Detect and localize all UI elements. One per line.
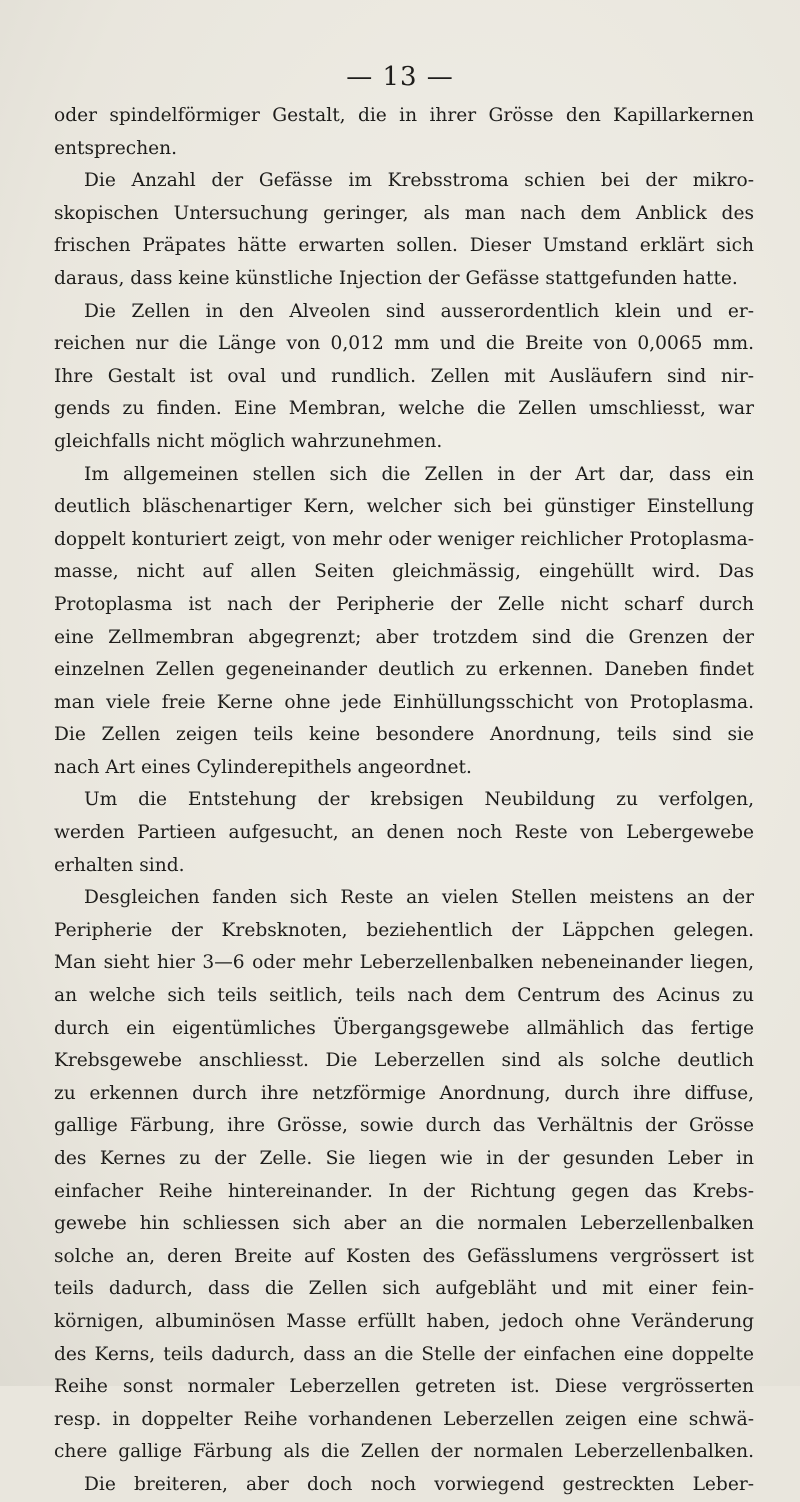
page-number: — 13 — — [346, 62, 454, 92]
text-line: gewebe hin schliessen sich aber an die normalen Leberzellenbalken — [54, 1213, 754, 1235]
text-line: frischen Präpates hätte erwarten sollen. Dieser Umstand erklärt sich — [54, 235, 754, 257]
text-line: entsprechen. — [54, 137, 178, 159]
text-line: Um die Entstehung der krebsigen Neubildung zu verfolgen, — [84, 789, 754, 811]
text-line: zu erkennen durch ihre netzförmige Anordnung, durch ihre diffuse, — [54, 1082, 754, 1104]
text-line: gallige Färbung, ihre Grösse, sowie durch das Verhältnis der Grösse — [54, 1115, 754, 1137]
text-line: deutlich bläschenartiger Kern, welcher sich bei günstiger Einstellung — [54, 496, 754, 518]
text-line: Im allgemeinen stellen sich die Zellen in der Art dar, dass ein — [84, 463, 754, 485]
text-line: Peripherie der Krebsknoten, beziehentlich der Läppchen gelegen. — [54, 919, 754, 941]
text-line: des Kerns, teils dadurch, dass an die Stelle der einfachen eine doppelte — [54, 1343, 754, 1365]
text-line: Ihre Gestalt ist oval und rundlich. Zellen mit Ausläufern sind nir- — [54, 365, 754, 387]
text-line: reichen nur die Länge von 0,012 mm und die Breite von 0,0065 mm. — [54, 333, 754, 355]
text-line: eine Zellmembran abgegrenzt; aber trotzdem sind die Grenzen der — [54, 626, 754, 648]
text-line: einzelnen Zellen gegeneinander deutlich zu erkennen. Daneben findet — [54, 659, 754, 681]
text-line: des Kernes zu der Zelle. Sie liegen wie in der gesunden Leber in — [54, 1148, 754, 1169]
text-line: doppelt konturiert zeigt, von mehr oder weniger reichlicher Protoplasma- — [54, 528, 754, 550]
text-line: durch ein eigentümliches Übergangsgewebe allmählich das fertige — [54, 1017, 754, 1039]
text-line: teils dadurch, dass die Zellen sich aufgebläht und mit einer fein- — [54, 1278, 754, 1300]
text-line: gends zu finden. Eine Membran, welche die Zellen umschliesst, war — [54, 398, 754, 420]
text-line: Desgleichen fanden sich Reste an vielen Stellen meistens an der — [84, 887, 754, 909]
text-line: Die Zellen in den Alveolen sind ausserordentlich klein und er- — [84, 300, 754, 322]
text-line: Die Anzahl der Gefässe im Krebsstroma schien bei der mikro- — [84, 170, 754, 192]
body-text — [54, 100, 754, 1502]
text-line: Die Zellen zeigen teils keine besondere Anordnung, teils sind sie — [54, 724, 754, 746]
text-line: resp. in doppelter Reihe vorhandenen Leberzellen zeigen eine schwä- — [54, 1408, 754, 1430]
text-line: gleichfalls nicht möglich wahrzunehmen. — [54, 430, 443, 452]
text-line: daraus, dass keine künstliche Injection der Gefässe stattgefunden hatte. — [54, 267, 738, 289]
text-line: einfacher Reihe hintereinander. In der Richtung gegen das Krebs- — [54, 1180, 754, 1202]
text-line: man viele freie Kerne ohne jede Einhüllungsschicht von Protoplasma. — [54, 691, 754, 713]
text-line: Protoplasma ist nach der Peripherie der Zelle nicht scharf durch — [54, 593, 754, 615]
text-line: skopischen Untersuchung geringer, als man nach dem Anblick des — [54, 202, 754, 224]
text-line: Krebsgewebe anschliesst. Die Leberzellen sind als solche deutlich — [54, 1050, 754, 1072]
text-line: Die breiteren, aber doch noch vorwiegend gestreckten Leber- — [84, 1473, 754, 1495]
text-line: masse, nicht auf allen Seiten gleichmässig, eingehüllt wird. Das — [54, 561, 754, 583]
text-line: nach Art eines Cylinderepithels angeordnet. — [54, 756, 472, 778]
text-line: chere gallige Färbung als die Zellen der normalen Leberzellenbalken. — [54, 1441, 754, 1463]
text-line: an welche sich teils seitlich, teils nach dem Centrum des Acinus zu — [54, 985, 754, 1007]
text-line: werden Partieen aufgesucht, an denen noch Reste von Lebergewebe — [54, 822, 754, 844]
text-line: solche an, deren Breite auf Kosten des Gefässlumens vergrössert ist — [54, 1245, 754, 1267]
text-line: körnigen, albuminösen Masse erfüllt haben, jedoch ohne Veränderung — [54, 1310, 754, 1332]
text-line: erhalten sind. — [54, 854, 185, 876]
text-line: Reihe sonst normaler Leberzellen getreten ist. Diese vergrösserten — [54, 1376, 754, 1398]
text-line: oder spindelförmiger Gestalt, die in ihrer Grösse den Kapillarkernen — [54, 105, 754, 126]
text-line: Man sieht hier 3—6 oder mehr Leberzellenbalken nebeneinander liegen, — [54, 952, 754, 974]
